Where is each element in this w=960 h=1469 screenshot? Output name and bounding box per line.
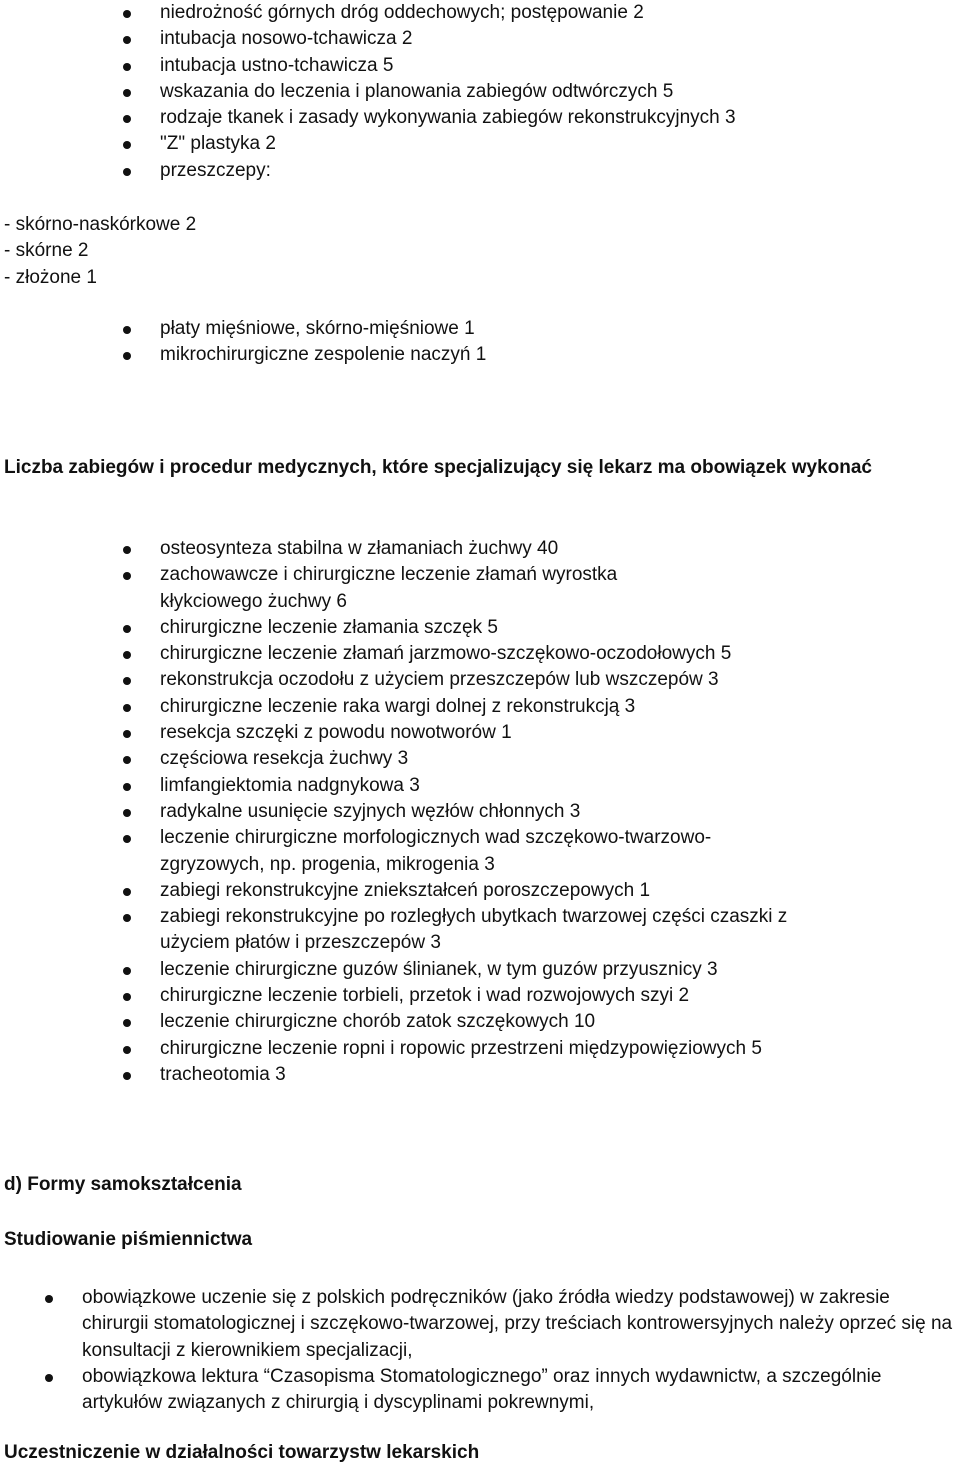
list-item: rekonstrukcja oczodołu z użyciem przeszczepów lub wszczepów 3	[160, 667, 850, 693]
list-item: intubacja nosowo-tchawicza 2	[160, 26, 950, 52]
graft-type-item: - skórne 2	[4, 240, 89, 262]
list-item: wskazania do leczenia i planowania zabiegów odtwórczych 5	[160, 79, 950, 105]
bullet-icon	[123, 677, 131, 685]
list-item: zabiegi rekonstrukcyjne po rozległych ubytkach twarzowej części czaszki z użyciem płatów i przeszczepów 3	[160, 904, 800, 957]
list-item: zachowawcze i chirurgiczne leczenie złamań wyrostka kłykciowego żuchwy 6	[160, 562, 720, 615]
bullet-icon	[123, 63, 131, 71]
list-item: leczenie chirurgiczne guzów ślinianek, w tym guzów przyusznicy 3	[160, 957, 850, 983]
bullet-icon	[45, 1374, 53, 1382]
bullet-icon	[123, 809, 131, 817]
bullet-icon	[123, 1019, 131, 1027]
bullet-icon	[123, 10, 131, 18]
bullet-icon	[123, 756, 131, 764]
bullet-icon	[123, 730, 131, 738]
procedures-list	[160, 536, 850, 1088]
bullet-icon	[123, 352, 131, 360]
list-item: częściowa resekcja żuchwy 3	[160, 746, 850, 772]
list-item: chirurgiczne leczenie złamań jarzmowo-szczękowo-oczodołowych 5	[160, 641, 850, 667]
procedure-list-top	[160, 0, 950, 184]
list-item: zabiegi rekonstrukcyjne zniekształceń poroszczepowych 1	[160, 878, 850, 904]
bullet-icon	[123, 546, 131, 554]
bullet-icon	[123, 914, 131, 922]
bullet-icon	[123, 168, 131, 176]
bullet-icon	[123, 625, 131, 633]
list-item: radykalne usunięcie szyjnych węzłów chłonnych 3	[160, 799, 850, 825]
bullet-icon	[123, 572, 131, 580]
bullet-icon	[123, 651, 131, 659]
section-d-heading: d) Formy samokształcenia	[4, 1174, 242, 1195]
list-item: tracheotomia 3	[160, 1062, 850, 1088]
list-item: płaty mięśniowe, skórno-mięśniowe 1	[160, 316, 950, 342]
bullet-icon	[123, 1046, 131, 1054]
list-item: chirurgiczne leczenie ropni i ropowic przestrzeni międzypowięziowych 5	[160, 1036, 850, 1062]
list-item: leczenie chirurgiczne morfologicznych wad szczękowo-twarzowo-zgryzowych, np. progenia, mikrogenia 3	[160, 825, 810, 878]
list-item: obowiązkowa lektura “Czasopisma Stomatologicznego” oraz innych wydawnictw, a szczególnie artykułów związanych z chirurgią i dyscyplinami pokrewnymi,	[82, 1364, 902, 1417]
graft-types-list	[4, 212, 604, 291]
list-item: leczenie chirurgiczne chorób zatok szczękowych 10	[160, 1009, 850, 1035]
list-item: intubacja ustno-tchawicza 5	[160, 53, 950, 79]
bullet-icon	[123, 704, 131, 712]
graft-type-item: - złożone 1	[4, 266, 97, 288]
bullet-icon	[123, 115, 131, 123]
societies-heading: Uczestniczenie w działalności towarzystw lekarskich	[4, 1442, 480, 1463]
bullet-icon	[123, 326, 131, 334]
list-item: rodzaje tkanek i zasady wykonywania zabiegów rekonstrukcyjnych 3	[160, 105, 950, 131]
bullet-icon	[123, 967, 131, 975]
list-item: niedrożność górnych dróg oddechowych; postępowanie 2	[160, 0, 950, 26]
bullet-icon	[123, 141, 131, 149]
bullet-icon	[123, 783, 131, 791]
list-item: przeszczepy:	[160, 158, 950, 184]
flaps-list	[160, 316, 950, 369]
list-item: "Z" plastyka 2	[160, 131, 950, 157]
list-item: osteosynteza stabilna w złamaniach żuchwy 40	[160, 536, 850, 562]
list-item: chirurgiczne leczenie torbieli, przetok i wad rozwojowych szyi 2	[160, 983, 850, 1009]
list-item: obowiązkowe uczenie się z polskich podręczników (jako źródła wiedzy podstawowej) w zakresie chirurgii stomatologicznej i szczękowo-twarzowej, przy treściach kontrowersyjnych należy oprzeć się na konsultacji z kierownikiem specjalizacji,	[82, 1285, 960, 1364]
bullet-icon	[123, 993, 131, 1001]
bullet-icon	[45, 1295, 53, 1303]
bullet-icon	[123, 36, 131, 44]
bullet-icon	[123, 835, 131, 843]
list-item: chirurgiczne leczenie złamania szczęk 5	[160, 615, 850, 641]
bullet-icon	[123, 89, 131, 97]
bullet-icon	[123, 1072, 131, 1080]
graft-type-item: - skórno-naskórkowe 2	[4, 214, 197, 235]
literature-heading: Studiowanie piśmiennictwa	[4, 1229, 253, 1250]
list-item: limfangiektomia nadgnykowa 3	[160, 773, 850, 799]
bullet-icon	[123, 888, 131, 896]
literature-list	[82, 1285, 960, 1416]
list-item: chirurgiczne leczenie raka wargi dolnej z rekonstrukcją 3	[160, 694, 850, 720]
list-item: mikrochirurgiczne zespolenie naczyń 1	[160, 342, 950, 368]
list-item: resekcja szczęki z powodu nowotworów 1	[160, 720, 850, 746]
procedures-heading: Liczba zabiegów i procedur medycznych, które specjalizujący się lekarz ma obowiązek wykonać	[4, 457, 872, 478]
